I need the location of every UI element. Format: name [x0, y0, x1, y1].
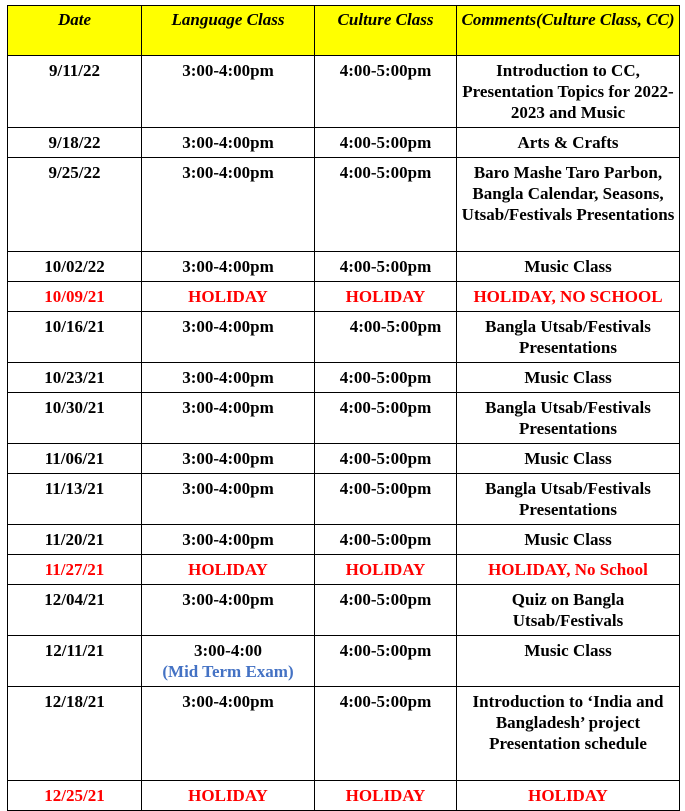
table-row — [8, 363, 680, 393]
language-cell: 3:00-4:00pm — [142, 687, 315, 781]
language-cell: 3:00-4:00pm — [142, 312, 315, 363]
date-cell: 11/27/21 — [8, 555, 142, 585]
culture-cell: 4:00-5:00pm — [315, 687, 457, 781]
comments-cell: Music Class — [457, 363, 680, 393]
date-cell: 10/23/21 — [8, 363, 142, 393]
language-cell: 3:00-4:00pm — [142, 393, 315, 444]
comments-cell: Music Class — [457, 444, 680, 474]
header-row — [8, 6, 680, 56]
culture-cell: 4:00-5:00pm — [315, 252, 457, 282]
table-row — [8, 312, 680, 363]
culture-cell: 4:00-5:00pm — [315, 585, 457, 636]
comments-cell: HOLIDAY, NO SCHOOL — [457, 282, 680, 312]
comments-cell: Bangla Utsab/Festivals Presentations — [457, 312, 680, 363]
culture-cell: 4:00-5:00pm — [315, 525, 457, 555]
holiday-row — [8, 282, 680, 312]
culture-cell: 4:00-5:00pm — [315, 444, 457, 474]
language-cell: 3:00-4:00pm — [142, 56, 315, 128]
date-cell: 10/09/21 — [8, 282, 142, 312]
date-cell: 12/18/21 — [8, 687, 142, 781]
culture-cell: HOLIDAY — [315, 282, 457, 312]
language-cell: 3:00-4:00pm — [142, 252, 315, 282]
language-cell: HOLIDAY — [142, 282, 315, 312]
holiday-row — [8, 555, 680, 585]
comments-column-header: Comments(Culture Class, CC) — [457, 6, 680, 56]
culture-cell: 4:00-5:00pm — [315, 158, 457, 252]
culture-cell: 4:00-5:00pm — [315, 636, 457, 687]
date-column-header: Date — [8, 6, 142, 56]
date-cell: 9/11/22 — [8, 56, 142, 128]
date-cell: 12/04/21 — [8, 585, 142, 636]
culture-cell: 4:00-5:00pm — [315, 128, 457, 158]
language-time: 3:00-4:00 — [194, 641, 262, 660]
table-row — [8, 158, 680, 252]
language-cell: 3:00-4:00pm — [142, 474, 315, 525]
culture-cell: 4:00-5:00pm — [315, 363, 457, 393]
comments-cell: Arts & Crafts — [457, 128, 680, 158]
culture-cell: 4:00-5:00pm — [315, 312, 457, 363]
table-row — [8, 585, 680, 636]
language-column-header: Language Class — [142, 6, 315, 56]
table-row — [8, 444, 680, 474]
date-cell: 10/16/21 — [8, 312, 142, 363]
comments-cell: Music Class — [457, 252, 680, 282]
language-cell: 3:00-4:00pm — [142, 158, 315, 252]
date-cell: 11/20/21 — [8, 525, 142, 555]
comments-cell: Baro Mashe Taro Parbon, Bangla Calendar, Seasons, Utsab/Festivals Presentations — [457, 158, 680, 252]
comments-cell: Introduction to CC, Presentation Topics for 2022-2023 and Music — [457, 56, 680, 128]
exam-note: (Mid Term Exam) — [162, 662, 294, 681]
culture-cell: 4:00-5:00pm — [315, 474, 457, 525]
language-cell — [142, 636, 315, 687]
comments-cell: Music Class — [457, 636, 680, 687]
language-cell: 3:00-4:00pm — [142, 444, 315, 474]
culture-cell: 4:00-5:00pm — [315, 56, 457, 128]
table-row — [8, 128, 680, 158]
comments-cell: Bangla Utsab/Festivals Presentations — [457, 474, 680, 525]
date-cell: 12/25/21 — [8, 781, 142, 811]
language-cell: HOLIDAY — [142, 555, 315, 585]
date-cell: 11/13/21 — [8, 474, 142, 525]
date-cell: 9/25/22 — [8, 158, 142, 252]
table-row — [8, 474, 680, 525]
schedule-table — [7, 5, 680, 811]
date-cell: 11/06/21 — [8, 444, 142, 474]
table-row — [8, 56, 680, 128]
language-cell: 3:00-4:00pm — [142, 363, 315, 393]
comments-cell: Bangla Utsab/Festivals Presentations — [457, 393, 680, 444]
comments-cell: Music Class — [457, 525, 680, 555]
language-cell: 3:00-4:00pm — [142, 525, 315, 555]
table-row — [8, 636, 680, 687]
holiday-row — [8, 781, 680, 811]
date-cell: 10/02/22 — [8, 252, 142, 282]
comments-cell: Quiz on Bangla Utsab/Festivals — [457, 585, 680, 636]
comments-cell: HOLIDAY, No School — [457, 555, 680, 585]
culture-cell: 4:00-5:00pm — [315, 393, 457, 444]
date-cell: 12/11/21 — [8, 636, 142, 687]
table-row — [8, 393, 680, 444]
date-cell: 9/18/22 — [8, 128, 142, 158]
comments-cell: Introduction to ‘India and Bangladesh’ project Presentation schedule — [457, 687, 680, 781]
language-cell: 3:00-4:00pm — [142, 128, 315, 158]
table-row — [8, 525, 680, 555]
date-cell: 10/30/21 — [8, 393, 142, 444]
language-cell: 3:00-4:00pm — [142, 585, 315, 636]
language-cell: HOLIDAY — [142, 781, 315, 811]
comments-cell: HOLIDAY — [457, 781, 680, 811]
culture-cell: HOLIDAY — [315, 781, 457, 811]
culture-cell: HOLIDAY — [315, 555, 457, 585]
culture-column-header: Culture Class — [315, 6, 457, 56]
table-row — [8, 252, 680, 282]
table-row — [8, 687, 680, 781]
